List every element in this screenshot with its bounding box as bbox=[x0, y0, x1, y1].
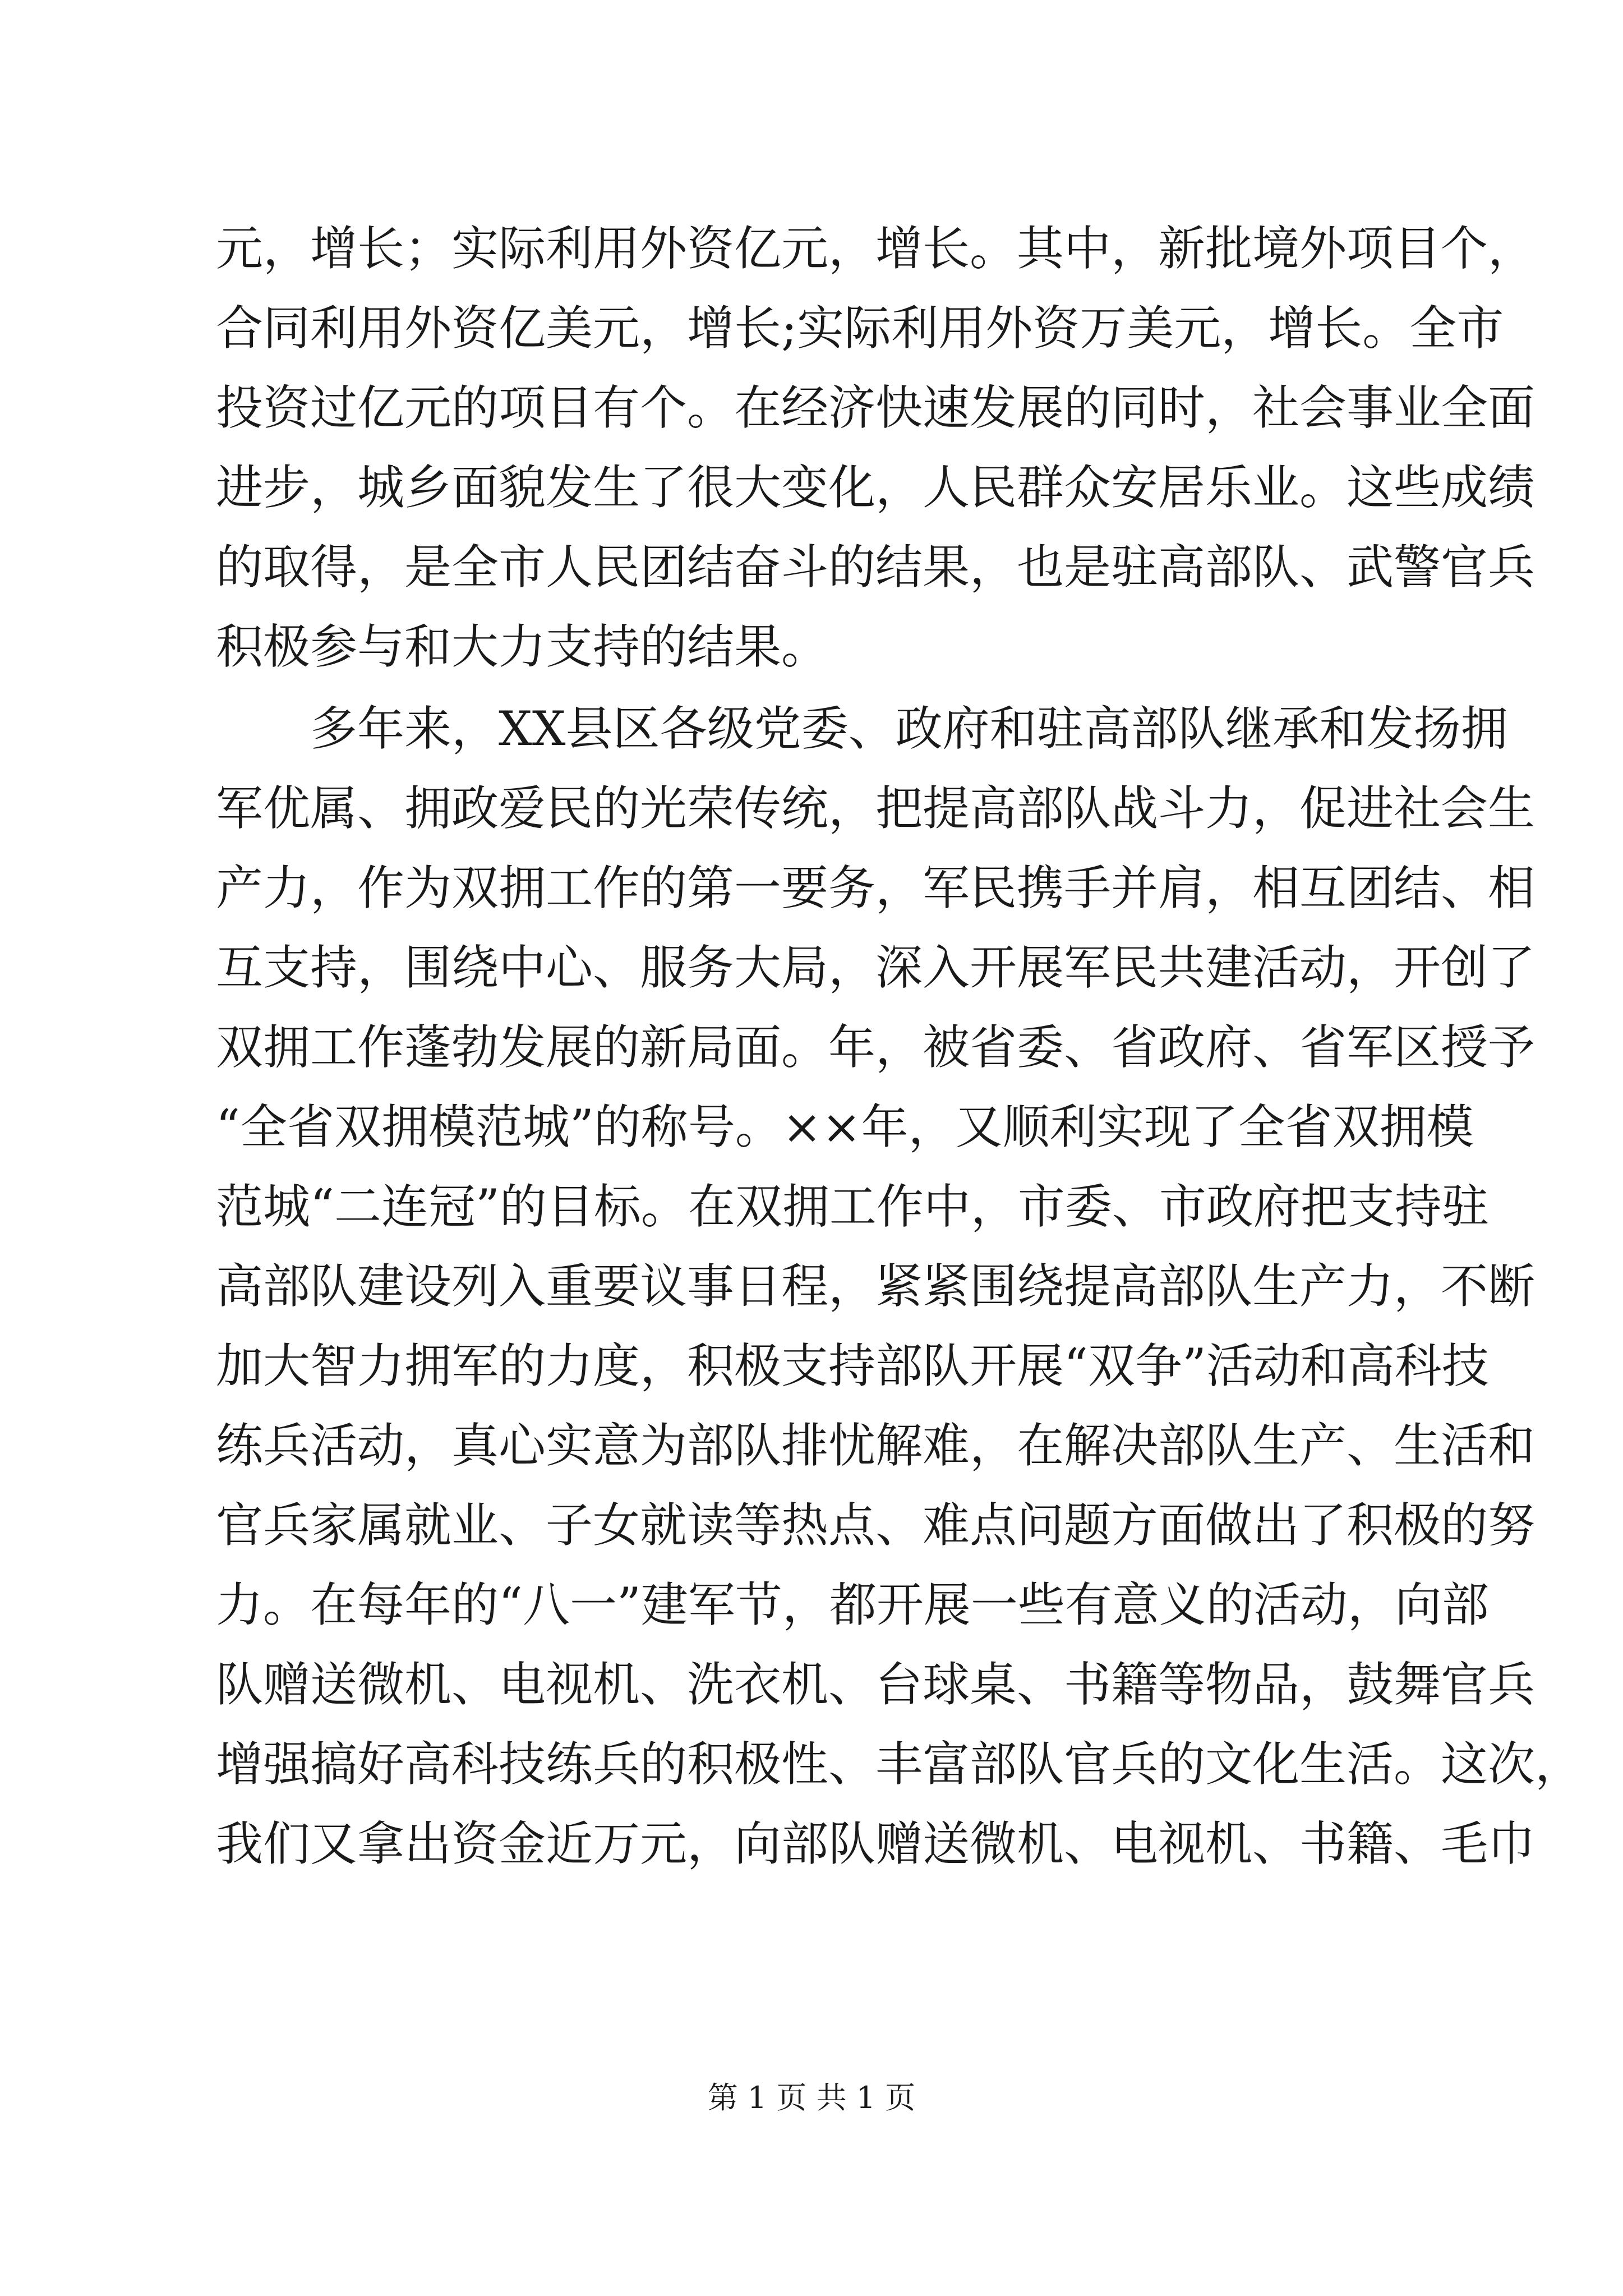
text-line: 的取得，是全市人民团结奋斗的结果，也是驻高部队、武警官兵 bbox=[216, 540, 1536, 595]
text-line: 加大智力拥军的力度，积极支持部队开展“双争”活动和高科技 bbox=[216, 1338, 1489, 1393]
text-line: 元，增长；实际利用外资亿元，增长。其中，新批境外项目个， bbox=[216, 221, 1536, 276]
text-line: 高部队建设列入重要议事日程，紧紧围绕提高部队生产力，不断 bbox=[216, 1259, 1536, 1314]
body-text bbox=[216, 209, 1583, 1884]
text-line: 积极参与和大力支持的结果。 bbox=[216, 619, 829, 674]
text-line: 互支持，围绕中心、服务大局，深入开展军民共建活动，开创了 bbox=[216, 940, 1536, 995]
text-line: 我们又拿出资金近万元，向部队赠送微机、电视机、书籍、毛巾 bbox=[216, 1816, 1536, 1871]
text-line: 队赠送微机、电视机、洗衣机、台球桌、书籍等物品，鼓舞官兵 bbox=[216, 1657, 1536, 1712]
text-line: 进步，城乡面貌发生了很大变化，人民群众安居乐业。这些成绩 bbox=[216, 460, 1536, 515]
text-line: 练兵活动，真心实意为部队排忧解难，在解决部队生产、生活和 bbox=[216, 1418, 1536, 1473]
text-line: 双拥工作蓬勃发展的新局面。年，被省委、省政府、省军区授予 bbox=[216, 1020, 1536, 1075]
text-line: 投资过亿元的项目有个。在经济快速发展的同时，社会事业全面 bbox=[216, 380, 1536, 435]
text-line: “全省双拥模范城”的称号。××年，又顺利实现了全省双拥模 bbox=[216, 1099, 1474, 1154]
text-line: 增强搞好高科技练兵的积极性、丰富部队官兵的文化生活。这次， bbox=[216, 1737, 1583, 1792]
text-line: 范城“二连冠”的目标。在双拥工作中，市委、市政府把支持驻 bbox=[216, 1179, 1489, 1234]
text-line: 产力，作为双拥工作的第一要务，军民携手并肩，相互团结、相 bbox=[216, 861, 1536, 915]
text-line: 多年来，XX县区各级党委、政府和驻高部队继承和发扬拥 bbox=[310, 701, 1508, 756]
text-line: 力。在每年的“八一”建军节，都开展一些有意义的活动，向部 bbox=[216, 1577, 1489, 1632]
paragraph-1 bbox=[216, 209, 1536, 687]
paragraph-2 bbox=[216, 689, 1583, 1884]
text-line: 合同利用外资亿美元，增长;实际利用外资万美元，增长。全市 bbox=[216, 301, 1504, 356]
text-line: 军优属、拥政爱民的光荣传统，把提高部队战斗力，促进社会生 bbox=[216, 781, 1536, 836]
text-line: 官兵家属就业、子女就读等热点、难点问题方面做出了积极的努 bbox=[216, 1498, 1536, 1553]
page-number-footer: 第 1 页 共 1 页 bbox=[707, 2080, 916, 2115]
